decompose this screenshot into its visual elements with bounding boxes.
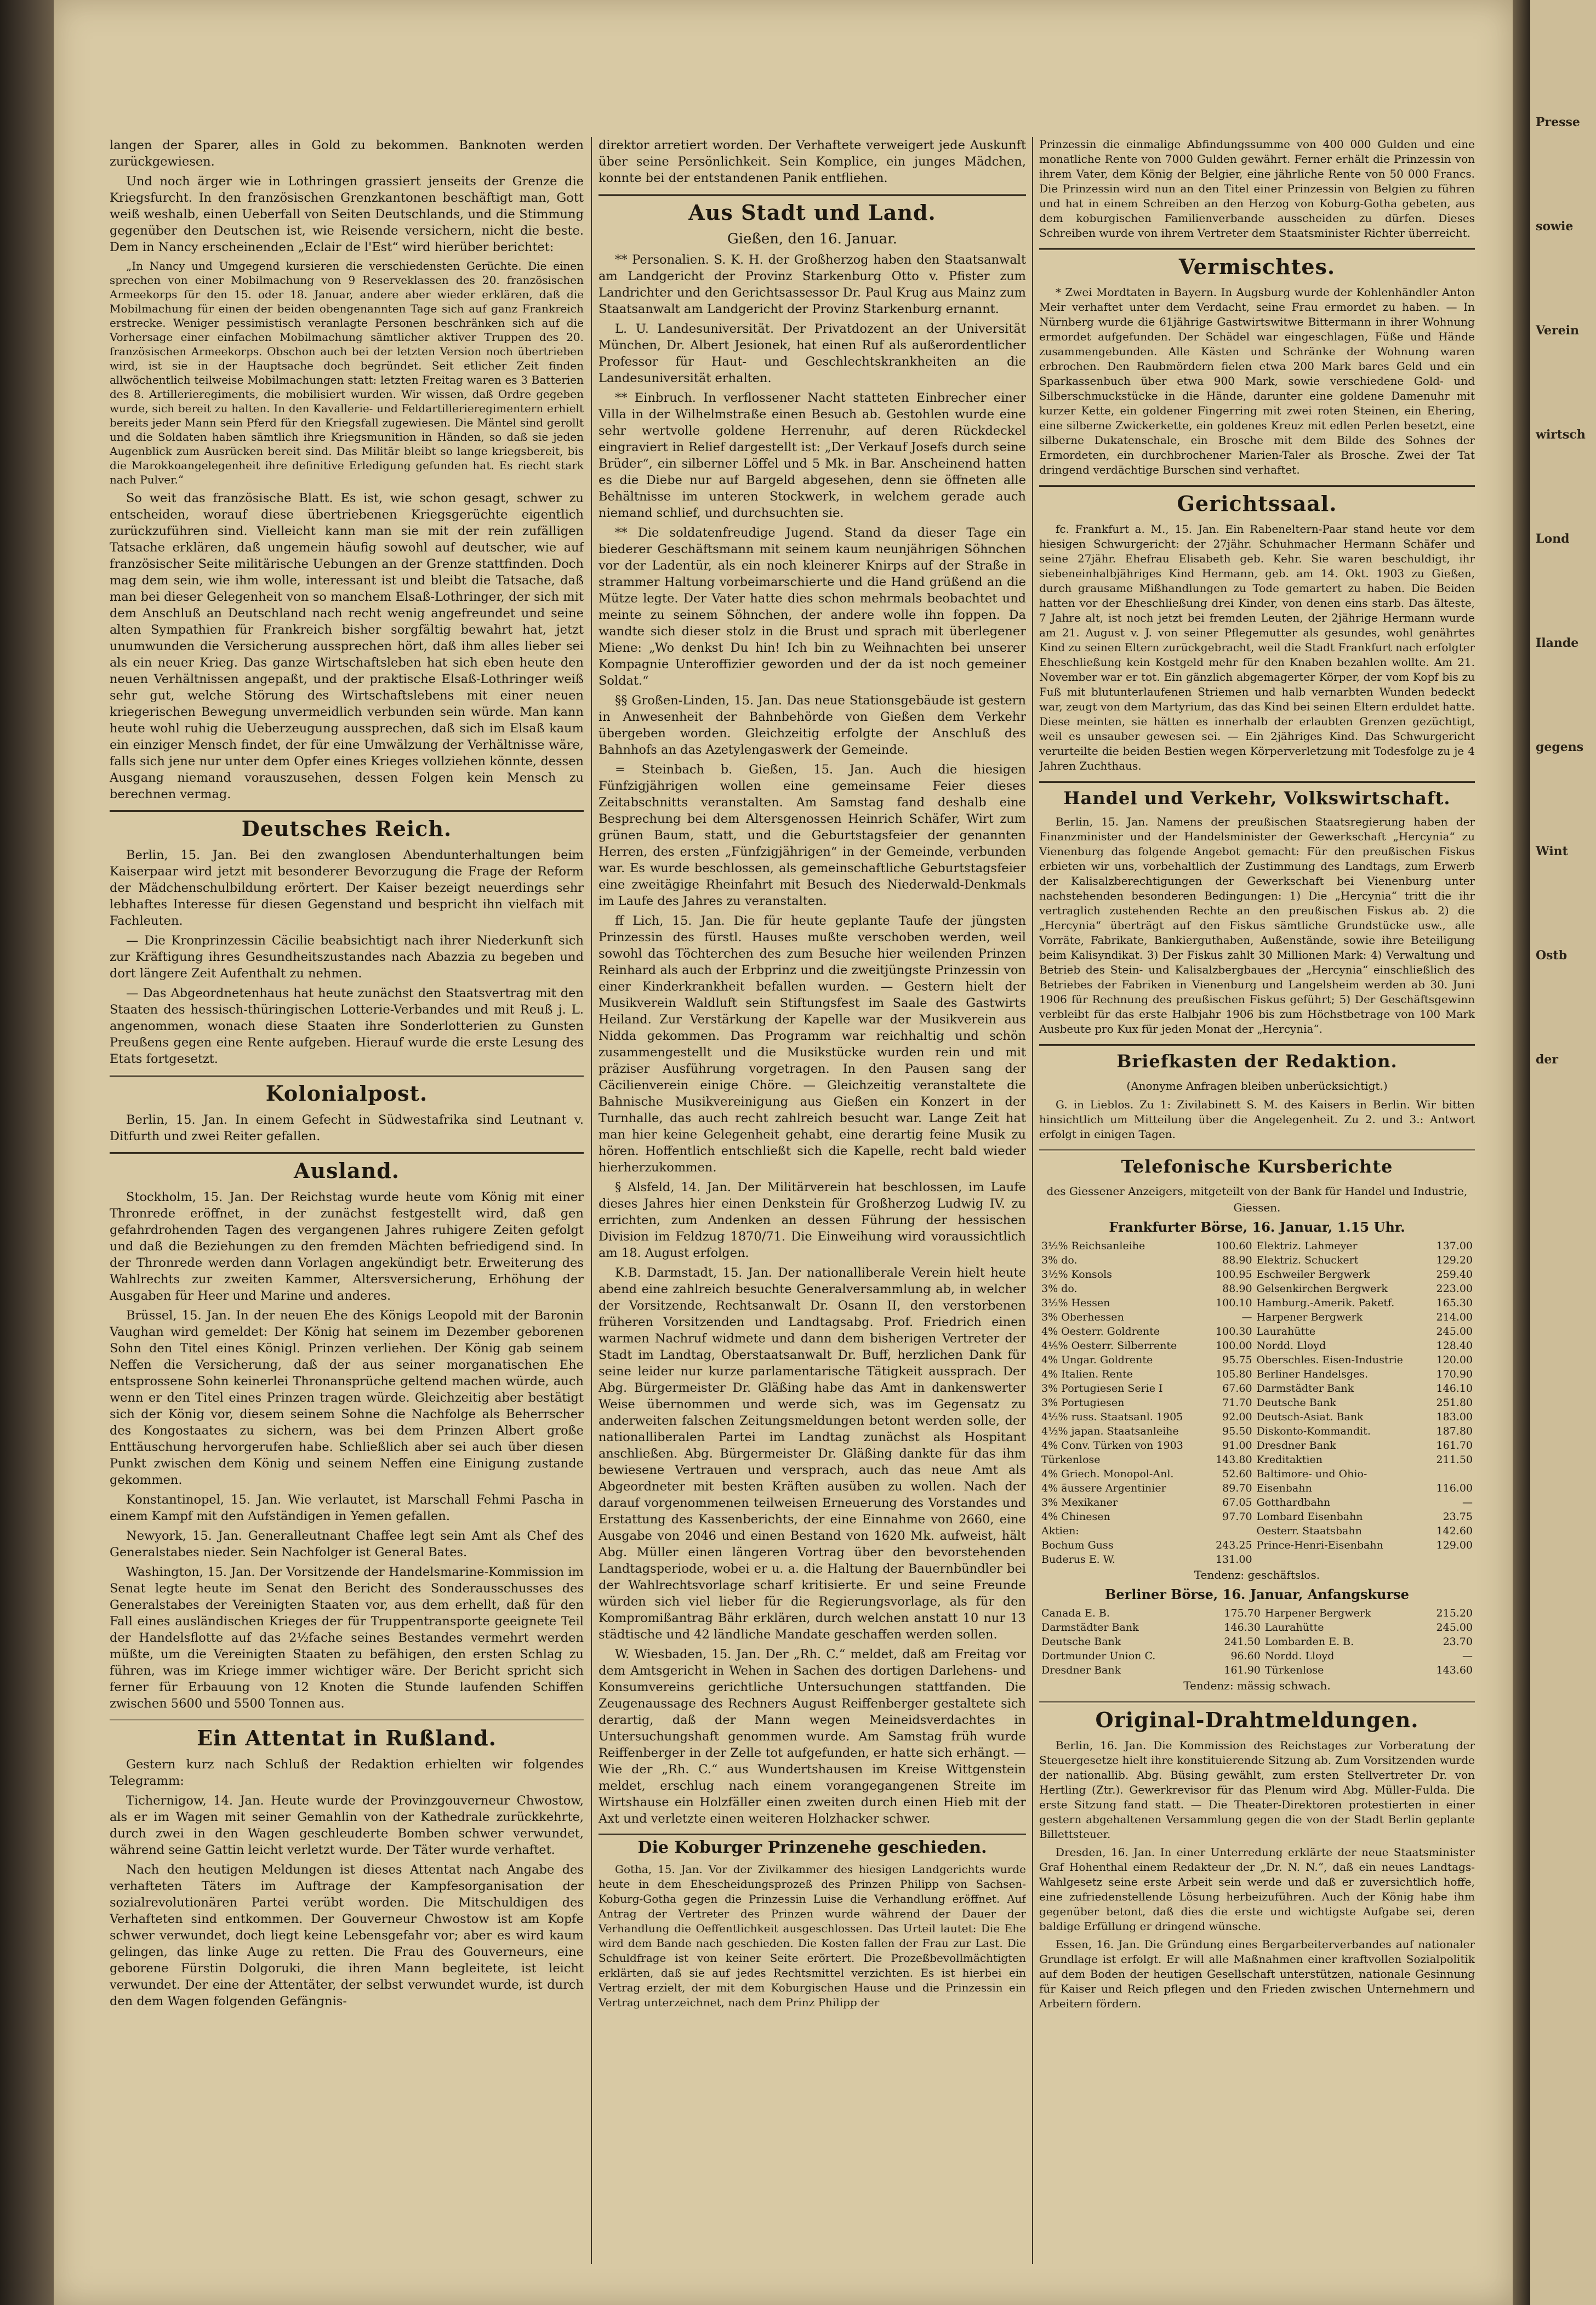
- security-name: Gelsenkirchen Bergwerk: [1256, 1283, 1388, 1295]
- quote-row: [1039, 1538, 1475, 1552]
- section-heading-ausland: Ausland.: [110, 1152, 584, 1183]
- security-price: 161.90: [1224, 1664, 1261, 1676]
- quote-row: [1039, 1495, 1475, 1510]
- security-name: Harpener Bergwerk: [1256, 1311, 1363, 1323]
- security-price: 67.05: [1222, 1496, 1252, 1509]
- article-paragraph: So weit das französische Blatt. Es ist, wie schon gesagt, schwer zu entscheiden, worauf diese übertriebenen Kriegsgerüchte eigentlich zurückzuführen sind. Vielleicht kann man sie mit der rein zufälligen Tatsache erklären, daß ungemein häufig sowohl auf deutscher, wie auf französischer Seite militärische Uebungen an der Grenze stattfinden. Doch mag dem sein, wie ihm wolle, interessant ist und bleibt die Tatsache, daß man bei dieser Gelegenheit von so manchem Elsaß-Lothringer, der sich mit dem Anschluß an Deutschland nach recht wenig angefreundet und seine alten Sympathien für Frankreich bisher sorgfältig bewahrt hat, jetzt unumwunden die Versicherung aussprechen hört, daß ihm alles lieber sei als ein neuer Krieg. Das ganze Wirtschaftsleben hat sich eben heute den neuen Verhältnissen angepaßt, und der praktische Elsaß-Lothringer weiß sehr gut, welche Störung des Wirtschaftslebens mit einer neuen kriegerischen Bewegung unvermeidlich verbunden sein würde. Man kann heute wohl ruhig die Ueberzeugung aussprechen, daß sich im Elsaß kaum ein einziger Mensch findet, der für eine Umwälzung der Verhältnisse wäre, falls sich jene nur unter dem Opfer eines Krieges vollziehen könnte, dessen Ausgang niemand vorauszusehen, dessen Folgen kein Mensch zu berechnen vermag.: [110, 491, 584, 801]
- news-item: § Alsfeld, 14. Jan. Der Militärverein hat beschlossen, im Laufe dieses Jahres hier einen Denkstein für Großherzog Ludwig IV. zu errichten, zum Andenken an dessen Führung der hessischen Division im Feldzug 1870/71. Die Einweihung wird voraussichtlich am 18. August erfolgen.: [598, 1180, 1026, 1260]
- security-name: 3½% Reichsanleihe: [1041, 1240, 1145, 1252]
- security-price: 97.70: [1222, 1511, 1252, 1523]
- news-item: Washington, 15. Jan. Der Vorsitzende der Handelsmarine-Kommission im Senat legte heute im Senat den Bericht des Sonderausschusses des Generalstabes der Vereinigten Staaten vor, aus dem erhellt, daß für den Fall eines ausländischen Krieges der für Truppentransporte geeignete Teil der Handelsflotte auf das 2½fache seines Bestandes vermehrt werden müßte, um die Vereinigten Staaten zu befähigen, den ersten Schlag zu führen, was im Kriege immer wichtiger wäre. Der Bericht spricht sich ferner für Erbauung von 12 Knoten die Stunde laufenden Schiffen zwischen 5600 und 5500 Tonnen aus.: [110, 1565, 584, 1711]
- article-paragraph: Und noch ärger wie in Lothringen grassiert jenseits der Grenze die Kriegsfurcht. In den französischen Grenzkantonen beschäftigt man, Gott weiß weshalb, einen Ueberfall von Seiten Deutschlands, und die Stimmung gegenüber den Deutschen ist, wie Reisende versichern, nicht die beste. Dem in Nancy erscheinenden „Eclair de l'Est“ wird hierüber berichtet:: [110, 174, 584, 254]
- security-price: 183.00: [1436, 1411, 1473, 1423]
- security-name: Türkenlose: [1264, 1664, 1324, 1676]
- security-name: Dortmunder Union C.: [1041, 1650, 1156, 1662]
- security-price: 175.70: [1224, 1607, 1261, 1619]
- security-name: 3% Mexikaner: [1041, 1496, 1118, 1509]
- security-price: —: [1462, 1650, 1473, 1662]
- news-item: W. Wiesbaden, 15. Jan. Der „Rh. C.“ meldet, daß am Freitag vor dem Amtsgericht in Wehen in Sachen des dortigen Darlehens- und Konsumvereins gerichtliche Untersuchungen stattfanden. Die Zeugenaussage des Rechners August Reiffenberger gestaltete sich derartig, daß der Mann wegen Meineidsverdachtes in Untersuchungshaft genommen wurde. Am Samstag früh wurde Reiffenberger in der Zelle tot aufgefunden, er hatte sich erhängt. — Wie der „Rh. C.“ aus Wundertshausen im Kreise Wittgenstein meldet, erschlug nach einem vorangegangenen Streite im Wirtshause ein Holzfäller einen zweiten durch einen Hieb mit der Axt und verletzte einen weiteren Holzhacker schwer.: [598, 1647, 1026, 1826]
- news-item: Berlin, 16. Jan. Die Kommission des Reichstages zur Vorberatung der Steuergesetze hielt ihre konstituierende Sitzung ab. Zum Vorsitzenden wurde der nationallib. Abg. Büsing gewählt, zum ersten Stellvertreter Dr. von Hertling (Ztr.). Gewerkrevisor für das Plenum wird Abg. Müller-Fulda. Die erste Sitzung fand statt. — Die Theater-Direktoren protestierten in einer gestern abgehaltenen Versammlung gegen die von der Stadt Berlin geplante Billettsteuer.: [1039, 1739, 1475, 1841]
- news-item: Nach den heutigen Meldungen ist dieses Attentat nach Angabe des verhafteten Täters im Auftrage der Kampfesorganisation der sozialrevolutionären Partei verübt worden. Die Mitschuldigen des Verhafteten sind entkommen. Der Gouverneur Chwostow ist am Kopfe schwer verwundet, doch liegt keine Lebensgefahr vor; aber es wird kaum gelingen, das linke Auge zu retten. Die Frau des Gouverneurs, eine geborene Fürstin Dolgoruki, die ihren Mann begleitete, ist leicht verwundet. Der eine der Attentäter, der selbst verwundet wurde, ist durch den dem Wagen folgenden Gefängnis-: [110, 1863, 584, 2008]
- article-paragraph: langen der Sparer, alles in Gold zu bekommen. Banknoten werden zurückgewiesen.: [110, 138, 584, 169]
- security-price: 89.70: [1222, 1482, 1252, 1494]
- security-price: 211.50: [1436, 1454, 1473, 1466]
- news-item: Gotha, 15. Jan. Vor der Zivilkammer des hiesigen Landgerichts wurde heute in dem Ehescheidungsprozeß des Prinzen Philipp von Sachsen-Koburg-Gotha gegen die Prinzessin Luise die Verhandlung eröffnet. Auf Antrag der Vertreter des Prinzen wurde während der Dauer der Verhandlung die Oeffentlichkeit ausgeschlossen. Das Urteil lautet: Die Ehe wird dem Bande nach geschieden. Die Kosten fallen der Frau zur Last. Die Schuldfrage ist von keiner Seite erörtert. Die Prozeßbevollmächtigten erklärten, daß sie auf jedes Rechtsmittel verzichten. Es ist hierbei ein Vertrag erzielt, der mit dem Koburgischen Hause und die Prinzessin ein Vertrag unterzeichnet, nach dem Prinz Philipp der: [598, 1863, 1026, 2009]
- news-item: G. in Lieblos. Zu 1: Zivilabinett S. M. des Kaisers in Berlin. Wir bitten hinsichtlich um Mitteilung über die Angelegenheit. Zu 2. und 3.: Antwort erfolgt in einigen Tagen.: [1039, 1098, 1475, 1141]
- security-price: 259.40: [1436, 1268, 1473, 1280]
- security-price: 170.90: [1436, 1368, 1473, 1380]
- security-name: Darmstädter Bank: [1256, 1382, 1354, 1395]
- next-page-fragment: Ilande: [1536, 636, 1579, 650]
- security-price: [1207, 1524, 1255, 1538]
- security-name: Canada E. B.: [1041, 1607, 1110, 1619]
- security-price: 245.00: [1436, 1325, 1473, 1338]
- news-item: Konstantinopel, 15. Jan. Wie verlautet, ist Marschall Fehmi Pascha in einem Kampf mit den Aufständigen in Yemen gefallen.: [110, 1493, 584, 1523]
- security-price: 223.00: [1436, 1283, 1473, 1295]
- next-page-fragment: Lond: [1536, 532, 1570, 546]
- section-heading-koburg: Die Koburger Prinzenehe geschieden.: [598, 1834, 1026, 1858]
- security-name: Gotthardbahn: [1256, 1496, 1331, 1509]
- security-name: Hamburg.-Amerik. Paketf.: [1256, 1297, 1395, 1309]
- security-name: 3½% Hessen: [1041, 1297, 1110, 1309]
- quote-row: [1039, 1410, 1475, 1424]
- security-name: Türkenlose: [1041, 1454, 1101, 1466]
- security-name: Eschweiler Bergwerk: [1256, 1268, 1370, 1280]
- security-name: 4% Ungar. Goldrente: [1041, 1354, 1153, 1366]
- security-name: 3% do.: [1041, 1254, 1078, 1266]
- security-price: 67.60: [1222, 1382, 1252, 1395]
- column-rule: [1032, 137, 1033, 2264]
- security-price: 52.60: [1222, 1468, 1252, 1480]
- next-page-fragment: wirtsch: [1536, 428, 1586, 442]
- news-item: — Die Kronprinzessin Cäcilie beabsichtigt nach ihrer Niederkunft sich zur Kräftigung ihres Gesundheitszustandes nach Abazzia zu begeben und dort längere Zeit Aufenthalt zu nehmen.: [110, 934, 584, 981]
- news-item: Stockholm, 15. Jan. Der Reichstag wurde heute vom König mit einer Thronrede eröffnet, in der zunächst festgestellt wird, daß gen gefahrdrohenden Tagen des vergangenen Jahres ruhigere Zeiten gefolgt und daß die Beziehungen zu den fremden Mächten befriedigend sind. In der Thronrede werden dann Vorlagen angekündigt betr. Erweiterung des Wahlrechts zur zweiten Kammer, Altersversicherung, Erhöhung der Ausgaben für Heer und Marine und anderes.: [110, 1190, 584, 1303]
- security-price: 131.00: [1216, 1553, 1252, 1566]
- quote-row: [1039, 1396, 1475, 1410]
- security-price: [1428, 1467, 1475, 1481]
- next-page-fragment: der: [1536, 1052, 1558, 1067]
- news-item: Berlin, 15. Jan. In einem Gefecht in Südwestafrika sind Leutnant v. Ditfurth und zwei Reiter gefallen.: [110, 1113, 584, 1143]
- security-name: 3½% Konsols: [1041, 1268, 1112, 1280]
- section-heading-kursberichte: Telefonische Kursberichte: [1039, 1149, 1475, 1177]
- quote-row: [1039, 1524, 1475, 1538]
- security-price: 105.80: [1216, 1368, 1252, 1380]
- security-name: 4% Conv. Türken von 1903: [1041, 1439, 1183, 1452]
- security-name: Lombarden E. B.: [1264, 1636, 1354, 1648]
- security-price: —: [1462, 1496, 1473, 1509]
- quote-row: [1039, 1353, 1475, 1367]
- security-price: 23.70: [1443, 1636, 1473, 1648]
- dateline: Gießen, den 16. Januar.: [727, 231, 897, 247]
- quote-row: [1039, 1649, 1475, 1663]
- section-heading-vermischtes: Vermischtes.: [1039, 248, 1475, 280]
- security-price: 100.00: [1216, 1340, 1252, 1352]
- quote-row: [1039, 1381, 1475, 1396]
- security-price: 100.10: [1216, 1297, 1252, 1309]
- security-price: 92.00: [1222, 1411, 1252, 1423]
- security-name: 3% do.: [1041, 1283, 1078, 1295]
- next-page-fragment: Presse: [1536, 115, 1580, 129]
- berlin-tendenz: Tendenz: mässig schwach.: [1183, 1679, 1331, 1692]
- security-price: 243.25: [1216, 1539, 1252, 1551]
- berlin-heading: Berliner Börse, 16. Januar, Anfangskurse: [1105, 1586, 1409, 1602]
- security-price: 146.10: [1436, 1382, 1473, 1395]
- next-page-fragment: Wint: [1536, 844, 1568, 858]
- security-name: Diskonto-Kommandit.: [1256, 1425, 1371, 1437]
- security-name: Lombard Eisenbahn: [1256, 1511, 1363, 1523]
- security-name: 4% äussere Argentinier: [1041, 1482, 1166, 1494]
- security-name: 4% Italien. Rente: [1041, 1368, 1133, 1380]
- quote-row: [1039, 1635, 1475, 1649]
- security-name: Deutsche Bank: [1256, 1397, 1336, 1409]
- security-name: 3% Portugiesen Serie I: [1041, 1382, 1163, 1395]
- next-page-edge: [1530, 0, 1596, 2305]
- security-price: 143.80: [1216, 1454, 1252, 1466]
- security-name: 4½% japan. Staatsanleihe: [1041, 1425, 1179, 1437]
- news-item: Tichernigow, 14. Jan. Heute wurde der Provinzgouverneur Chwostow, als er im Wagen mit seiner Gemahlin von der Kathedrale zurückkehrte, durch zwei in den Wagen geschleuderte Bomben schwer verwundet, während seine Gattin leicht verletzt wurde. Der Täter wurde verhaftet.: [110, 1794, 584, 1857]
- security-name: Nordd. Lloyd: [1264, 1650, 1335, 1662]
- quote-row: [1039, 1296, 1475, 1310]
- security-price: 129.00: [1436, 1539, 1473, 1551]
- security-price: 95.50: [1222, 1425, 1252, 1437]
- security-price: 146.30: [1224, 1621, 1261, 1634]
- news-item: Berlin, 15. Jan. Namens der preußischen Staatsregierung haben der Finanzminister und der Handelsminister der Gewerkschaft „Hercynia“ zu Vienenburg das folgende Angebot gemacht: Für den preußischen Fiskus erbieten wir uns, vorbehaltlich der Zustimmung des Landtags, zum Erwerb der Kalisalzberechtigungen der Gewerkschaft bei Vienenburg unter nachstehenden besonderen Bedingungen: 1) Die „Hercynia“ tritt die ihr vertraglich zustehenden Rechte an den preußischen Fiskus ab. 2) die „Hercynia“ überträgt auf den Fiskus sämtliche Grundstücke usw., alle Vorräte, Fabrikate, Bankierguthaben, Außenstände, sowie ihre Beteiligung beim Kalisyndikat. 3) Der Fiskus zahlt 30 Millionen Mark: 4) Verwaltung und Betrieb des Stein- und Kalisalzbergbaues der „Hercynia“ einschließlich des Betriebes der Fabriken in Vienenburg und Langelsheim werden ab 30. Juni 1906 für Rechnung des preußischen Fiskus geführt; 5) Der Geschäftsgewinn verbleibt für das erste Halbjahr 1906 bis zum Höchstbetrage von 100 Mark Ausbeute pro Kux für jeden Monat der „Hercynia“.: [1039, 815, 1475, 1035]
- security-price: [1428, 1552, 1475, 1567]
- frankfurt-quotes-table: [1039, 1239, 1475, 1567]
- quote-row: [1039, 1310, 1475, 1324]
- quote-row: [1039, 1339, 1475, 1353]
- news-item: ** Einbruch. In verflossener Nacht statteten Einbrecher einer Villa in der Wilhelmstraße einen Besuch ab. Gestohlen wurde eine sehr wertvolle goldene Herrenuhr, auf deren Rückdeckel eingraviert in Relief dargestellt ist: „Der Verkauf Josefs durch seine Brüder“, ein silberner Löffel und 5 Mk. in Bar. Anscheinend hatten es die Diebe nur auf Bargeld abgesehen, denn sie öffneten alle Behältnisse im unteren Stockwerk, in welchem gerade auch niemand schlief, und durchsuchten sie.: [598, 391, 1026, 520]
- security-price: 100.95: [1216, 1268, 1252, 1280]
- news-item: K.B. Darmstadt, 15. Jan. Der nationalliberale Verein hielt heute abend eine zahlreich besuchte Generalversammlung ab, in welcher der Vorsitzende, Rechtsanwalt Dr. Osann II, den verstorbenen früheren Vorsitzenden und Landtagsabg. Prof. Friedrich einen warmen Nachruf widmete und dann dem bisherigen Vertreter der Stadt im Landtag, Oberstaatsanwalt Dr. Buff, herzlichen Dank für seine leider nur kurze parlamentarische Tätigkeit aussprach. Der Abg. Bürgermeister Dr. Gläßing habe das Amt in dankenswerter Weise übernommen und werde sich, was im Gegensatz zu anderweiten falschen Zeitungsmeldungen betont werden solle, der nationalliberalen Partei im Landtag zunächst als Hospitant anschließen. Abg. Bürgermeister Dr. Gläßing dankte für das ihm bewiesene Vertrauen und versprach, auch das neue Amt als Abgeordneter mit besten Kräften ausüben zu wollen. Nach der darauf vorgenommenen teilweisen Erneuerung des Vorstandes und Erstattung des Kassenberichts, der eine Einnahme von 2660, eine Ausgabe von 2046 und einen Bestand von 1620 Mk. aufweist, hält Abg. Müller einen längeren Vortrag über den bevorstehenden Landtagsperiode, wobei er u. a. die Haltung der Bauernbündler bei der Wahlrechtsvorlage scharf kritisierte. Er und seine Freunde würden sich viel lieber für die Regierungsvorlage, als für den Kompromißantrag Bähr erklären, durch welchen anstatt 10 nur 13 städtische und 42 ländliche Mandate geschaffen werden sollen.: [598, 1266, 1026, 1642]
- column-3: [1039, 137, 1475, 2264]
- security-price: 71.70: [1222, 1397, 1252, 1409]
- news-item: Newyork, 15. Jan. Generalleutnant Chaffee legt sein Amt als Chef des Generalstabes nieder. Sein Nachfolger ist General Bates.: [110, 1529, 584, 1560]
- security-name: Oberschles. Eisen-Industrie: [1256, 1354, 1403, 1366]
- security-price: 161.70: [1436, 1439, 1473, 1452]
- quote-row: [1039, 1510, 1475, 1524]
- security-name: Baltimore- und Ohio-: [1256, 1468, 1367, 1480]
- quote-row: [1039, 1481, 1475, 1495]
- column-rule: [591, 137, 592, 2264]
- next-page-fragment: sowie: [1536, 219, 1574, 234]
- security-price: 88.90: [1222, 1283, 1252, 1295]
- section-heading-attentat: Ein Attentat in Rußland.: [110, 1720, 584, 1751]
- news-item: = Steinbach b. Gießen, 15. Jan. Auch die hiesigen Fünfzigjährigen wollen eine gemeinsame Feier dieses Zeitabschnitts veranstalten. Am Samstag fand deshalb eine Besprechung bei dem Altersgenossen Heinrich Schäfer, Wirt zum grünen Baum, statt, und die Geburtstagsfeier der genannten Herren, des ersten „Fünfzigjährigen“ in der Gemeinde, verbunden war. Es wurde beschlossen, als gemeinschaftliche Geburtstagsfeier eine zweitägige Rheinfahrt mit Besuch des Niederwald-Denkmals im Laufe des Jahres zu veranstalten.: [598, 762, 1026, 908]
- security-name: 4% Griech. Monopol-Anl.: [1041, 1468, 1174, 1480]
- next-page-fragment: Ostb: [1536, 948, 1568, 963]
- security-name: 4% Chinesen: [1041, 1511, 1110, 1523]
- security-name: Nordd. Lloyd: [1256, 1340, 1326, 1352]
- news-item: ff Lich, 15. Jan. Die für heute geplante Taufe der jüngsten Prinzessin des fürstl. Hauses mußte verschoben werden, weil sowohl das Töchterchen des zum Besuche hier weilenden Prinzen Reinhard als auch der Erbprinz und die zweitjüngste Prinzessin von einer Kinderkrankheit befallen wurden. — Gestern hielt der Musikverein Waldluft sein Stiftungsfest im Saale des Gastwirts Heiland. Zur Verstärkung der Kapelle war der Musikverein aus Nidda gekommen. Das Programm war reichhaltig und schön zusammengestellt und die Musikstücke wurden rein und mit präziser Ausführung vorgetragen. In den Pausen sang der Cäcilienverein einige Chöre. — Gleichzeitig veranstaltete die Bahnische Musikvereinigung aus Gießen ein Konzert in der Turnhalle, das auch recht zahlreich besucht war. Lange Zeit hat man hier keine Gelegenheit gehabt, eine derartig feine Musik zu hören. Hoffentlich entschließt sich die Kapelle, recht bald wieder hierherzukommen.: [598, 914, 1026, 1175]
- frankfurt-tendenz: Tendenz: geschäftslos.: [1194, 1568, 1320, 1581]
- security-price: 187.80: [1436, 1425, 1473, 1437]
- section-heading-briefkasten: Briefkasten der Redaktion.: [1039, 1044, 1475, 1072]
- security-price: 91.00: [1222, 1439, 1252, 1452]
- quote-row: [1039, 1367, 1475, 1381]
- news-item: Berlin, 15. Jan. Bei den zwanglosen Abendunterhaltungen beim Kaiserpaar wird jetzt mit besonderer Bevorzugung die Frage der Reform der Mädchenschulbildung erörtert. Der Kaiser bezeigt neuerdings sehr lebhaftes Interesse für diesen Gegenstand und bespricht ihn vielfach mit Fachleuten.: [110, 848, 584, 928]
- security-price: 251.80: [1436, 1397, 1473, 1409]
- security-price: 215.20: [1436, 1607, 1473, 1619]
- news-item: — Das Abgeordnetenhaus hat heute zunächst den Staatsvertrag mit den Staaten des hessisch-thüringischen Lotterie-Verbandes und mit Reuß j. L. angenommen, wonach diese Staaten ihre Sonderlotterien zu Gunsten Preußens gegen eine Rente aufgeben. Hierauf wurde die erste Lesung des Etats fortgesetzt.: [110, 986, 584, 1066]
- news-item: Brüssel, 15. Jan. In der neuen Ehe des Königs Leopold mit der Baronin Vaughan wird gemeldet: Der König hat seinem im Dezember geborenen Sohn den Titel eines Königl. Prinzen verliehen. Der König gab seinem Neffen die Versicherung, daß der aus seiner morganatischen Ehe entsprossene Sohn keinerlei Thronansprüche geltend machen würde, auch wenn er den Titel eines Prinzen tragen würde. Gleichzeitig aber bestätigt sich der König vor, diesem seinem Sohne die Nachfolge als Beherrscher des Kongostaates zu sichern, was bei dem Prinzen Albert große Enttäuschung hervorgerufen habe. Schließlich aber sei auch über diesen Punkt zwischen dem König und seinem Neffen eine Einigung zustande gekommen.: [110, 1308, 584, 1487]
- column-2: [598, 137, 1026, 2264]
- security-name: Deutsche Bank: [1041, 1636, 1121, 1648]
- next-page-fragment: gegens: [1536, 740, 1584, 754]
- security-name: Laurahütte: [1256, 1325, 1316, 1338]
- security-name: 3% Portugiesen: [1041, 1397, 1125, 1409]
- security-name: Aktien:: [1041, 1525, 1079, 1537]
- security-name: Oesterr. Staatsbahn: [1256, 1525, 1362, 1537]
- security-price: 129.20: [1436, 1254, 1473, 1266]
- news-item: Dresden, 16. Jan. In einer Unterredung erklärte der neue Staatsminister Graf Hohenthal einem Redakteur der „Dr. N. N.“, daß ein neues Landtags-Wahlgesetz seine erste Arbeit sein werde und daß er zuversichtlich hoffe, eine zufriedenstellende Lösung herbeizuführen. Auch der König habe ihm gegenüber betont, daß dies die erste und wichtigste Aufgabe sei, deren baldige Erfüllung er dringend wünsche.: [1039, 1846, 1475, 1933]
- news-item: fc. Frankfurt a. M., 15. Jan. Ein Rabeneltern-Paar stand heute vor dem hiesigen Schwurgericht: der 27jähr. Schuhmacher Hermann Schäfer und seine 27jähr. Ehefrau Elisabeth geb. Kehr. Sie waren beschuldigt, ihr siebeneinhalbjähriges Kind Hermann, geb. am 14. Okt. 1903 zu Gießen, durch grausame Mißhandlungen zu Tode gemartert zu haben. Die Beiden hatten vor der Eheschließung drei Kinder, von denen eins starb. Das älteste, 7 Jahre alt, ist noch jetzt bei fremden Leuten, der 2jährige Hermann wurde am 21. August v. J. von seiner Pflegemutter als gesundes, wohl genährtes Kind zu seinen Eltern zurückgebracht, weil die Stadt Frankfurt nach erfolgter Eheschließung kein Kostgeld mehr für den Knaben bezahlen wollte. Am 21. November war er tot. Ein gänzlich abgemagerter Körper, der vom Kopf bis zu Fuß mit blutunterlaufenen Striemen und halb vernarbten Wunden bedeckt war, zeugt von dem Martyrium, das das Kind bei seinen Eltern erduldet hatte. Diese meinten, sie hätten es innerhalb der erlaubten Grenzen gezüchtigt, weil es unsauber gewesen sei. — Ein 2jähriges Kind. Das Schwurgericht verurteilte die beiden Bestien wegen Körperverletzung mit Todesfolge zu je 4 Jahren Zuchthaus.: [1039, 522, 1475, 772]
- security-name: Prince-Henri-Eisenbahn: [1256, 1539, 1383, 1551]
- news-item: ** Die soldatenfreudige Jugend. Stand da dieser Tage ein biederer Geschäftsmann mit seinem kaum neunjährigen Söhnchen vor der Ladentür, als ein noch kleinerer Knirps auf der Straße in strammer Haltung vorbeimarschierte und die Hand grüßend an die Mütze legte. Der Vater hatte dies schon mehrmals beobachtet und meinte zu seinem Söhnchen, der andere wolle ihn foppen. Da wandte sich dieser stolz in die Brust und sprach mit überlegener Miene: „Wo denkst Du hin! Ich bin zu Weihnachten bei unserer Kompagnie Unteroffizier geworden und der da ist noch gemeiner Soldat.“: [598, 526, 1026, 688]
- quote-row: [1039, 1424, 1475, 1438]
- security-price: 128.40: [1436, 1340, 1473, 1352]
- security-price: 116.00: [1436, 1482, 1473, 1494]
- news-item: ** Personalien. S. K. H. der Großherzog haben den Staatsanwalt am Landgericht der Provinz Starkenburg Otto v. Pfister zum Landrichter und den Gerichtsassessor Dr. Paul Krug aus Mainz zum Staatsanwalt am Landgericht der Provinz Starkenburg ernannt.: [598, 253, 1026, 316]
- section-heading-stadt: Aus Stadt und Land.: [598, 194, 1026, 225]
- quote-row: [1039, 1620, 1475, 1635]
- page-gutter: [1513, 0, 1530, 2305]
- article-paragraph: Prinzessin die einmalige Abfindungssumme von 400 000 Gulden und eine monatliche Rente von 7000 Gulden gewährt. Ferner erhält die Prinzessin von ihrem Vater, dem König der Belgier, eine jährliche Rente von 50 000 Francs. Die Prinzessin wird nun an den Titel einer Prinzessin von Belgien zu führen und hat in einem Schreiben an den Herzog von Koburg-Gotha gebeten, aus dem koburgischen Familienverbande ausscheiden zu dürfen. Dieses Schreiben wurde von ihrem Vertreter dem Staatsminister Richter überreicht.: [1039, 138, 1475, 240]
- section-heading-gerichtssaal: Gerichtssaal.: [1039, 485, 1475, 516]
- security-price: 143.60: [1436, 1664, 1473, 1676]
- security-price: 120.00: [1436, 1354, 1473, 1366]
- quote-row: [1039, 1552, 1475, 1567]
- security-price: 245.00: [1436, 1621, 1473, 1634]
- security-name: Berliner Handelsges.: [1256, 1368, 1369, 1380]
- security-price: —: [1241, 1311, 1252, 1323]
- security-price: 100.30: [1216, 1325, 1252, 1338]
- security-name: Elektriz. Schuckert: [1256, 1254, 1359, 1266]
- book-binding: [0, 0, 54, 2305]
- security-name: Deutsch-Asiat. Bank: [1256, 1411, 1364, 1423]
- quote-row: [1039, 1663, 1475, 1677]
- security-price: 214.00: [1436, 1311, 1473, 1323]
- column-1: [110, 137, 584, 2264]
- security-name: 3% Oberhessen: [1041, 1311, 1124, 1323]
- news-item: §§ Großen-Linden, 15. Jan. Das neue Stationsgebäude ist gestern in Anwesenheit der Bahnbehörde von Gießen dem Verkehr übergeben worden. Gleichzeitig erfolgte der Anschluß des Bahnhofs an das Azetylengaswerk der Gemeinde.: [598, 693, 1026, 757]
- news-item: Essen, 16. Jan. Die Gründung eines Bergarbeiterverbandes auf nationaler Grundlage ist erfolgt. Er will alle Maßnahmen einer kraftvollen Sozialpolitik auf dem Boden der heutigen Gesellschaft unterstützen, nationale Gesinnung für Kaiser und Reich pflegen und den Frieden zwischen Unternehmern und Arbeitern fördern.: [1039, 1938, 1475, 2010]
- news-item: * Zwei Mordtaten in Bayern. In Augsburg wurde der Kohlenhändler Anton Meir verhaftet unter dem Verdacht, seine Frau ermordet zu haben. — In Nürnberg wurde die 61jährige Gastwirtswitwe Bittermann in ihrer Wohnung ermordet aufgefunden. Der Schädel war eingeschlagen, Füße und Hände zusammengebunden. Alle Kästen und Schränke der Wohnung waren erbrochen. Den Raubmördern fielen etwa 200 Mark bares Geld und ein Sparkassenbuch über etwa 900 Mark, sowie verschiedene Gold- und Silberschmuckstücke in die Hände, darunter eine goldene Damenuhr mit kurzer Kette, ein goldener Fingerring mit zwei roten Steinen, ein Ehering, eine silberne Zwickerkette, ein goldenes Kreuz mit edlen Perlen besetzt, eine silberne Dukatenschale, ein Brosche mit dem Bilde des Sohnes der Ermordeten, ein durchbrochener Marien-Taler als Brosche. Zwei der Tat dringend verdächtige Burschen sind verhaftet.: [1039, 286, 1475, 476]
- security-name: Harpener Bergwerk: [1264, 1607, 1371, 1619]
- security-price: 23.75: [1443, 1511, 1473, 1523]
- security-name: Dresdner Bank: [1041, 1664, 1121, 1676]
- section-heading-kolonial: Kolonialpost.: [110, 1075, 584, 1106]
- quote-row: [1039, 1282, 1475, 1296]
- next-page-fragment: Verein: [1536, 323, 1579, 338]
- security-name: Buderus E. W.: [1041, 1553, 1115, 1566]
- section-heading-handel: Handel und Verkehr, Volkswirtschaft.: [1039, 781, 1475, 809]
- security-name: Eisenbahn: [1256, 1482, 1312, 1494]
- quote-row: [1039, 1324, 1475, 1339]
- section-heading-drahtmeldungen: Original-Drahtmeldungen.: [1039, 1701, 1475, 1733]
- security-name: 4% Oesterr. Goldrente: [1041, 1325, 1160, 1338]
- news-item: L. U. Landesuniversität. Der Privatdozent an der Universität München, Dr. Albert Jesionek, hat einen Ruf als außerordentlicher Professor für Haut- und Geschlechtskrankheiten an die Landesuniversität erhalten.: [598, 322, 1026, 385]
- security-name: Dresdner Bank: [1256, 1439, 1336, 1452]
- quote-row: [1039, 1606, 1475, 1620]
- kursberichte-subtitle: des Giessener Anzeigers, mitgeteilt von der Bank für Handel und Industrie, Giessen.: [1046, 1185, 1468, 1214]
- quote-row: [1039, 1438, 1475, 1453]
- quote-row: [1039, 1267, 1475, 1282]
- security-name: Darmstädter Bank: [1041, 1621, 1139, 1634]
- security-name: 4⅕% Oesterr. Silberrente: [1041, 1340, 1177, 1352]
- security-price: 96.60: [1230, 1650, 1261, 1662]
- security-price: 88.90: [1222, 1254, 1252, 1266]
- berlin-quotes-table: [1039, 1606, 1475, 1677]
- security-name: Bochum Guss: [1041, 1539, 1114, 1551]
- quote-paragraph: „In Nancy und Umgegend kursieren die verschiedensten Gerüchte. Die einen sprechen von einer Mobilmachung von 9 Reserveklassen des 20. französischen Armeekorps für den 15. oder 18. Januar, andere aber wieder erklären, daß die Mobilmachung für einen der beiden obengenannten Tage sich auf ganz Frankreich erstrecke. Weniger pessimistisch veranlagte Personen beschränken sich auf die Vorhersage einer einfachen Mobilmachung sämtlicher aktiver Truppen des 20. französischen Armeekorps. Obschon auch bei der letzten Version noch übertrieben wird, ist sie in der Hauptsache doch begründet. Seit etlicher Zeit finden allwöchentlich teilweise Mobilmachungen statt: letzten Freitag waren es 3 Batterien des 8. Artillerieregiments, die mobilisiert wurden. Wir wissen, daß Ordre gegeben wurde, sich bereit zu halten. In den Kavallerie- und Feldartillerieregimentern erhielt bereits jeder Mann sein Pferd für den Kriegsfall zugewiesen. Die Mäntel sind gerollt und die Soldaten haben sämtlich ihre Kriegsmunition in Händen, so daß sie jeden Augenblick zum Ausrücken bereit sind. Das Militär bleibt so lange kriegsbereit, bis die Marokkoangelegenheit ihre definitive Erledigung gefunden hat. Es riecht stark nach Pulver.“: [110, 259, 584, 486]
- security-price: 165.30: [1436, 1297, 1473, 1309]
- quote-row: [1039, 1467, 1475, 1481]
- security-price: 142.60: [1436, 1525, 1473, 1537]
- article-paragraph: direktor arretiert worden. Der Verhaftete verweigert jede Auskunft über seine Persönlichkeit. Sein Komplice, ein junges Mädchen, konnte bei der entstandenen Panik entfliehen.: [598, 138, 1026, 185]
- security-name: Laurahütte: [1264, 1621, 1324, 1634]
- news-item: Gestern kurz nach Schluß der Redaktion erhielten wir folgendes Telegramm:: [110, 1757, 584, 1788]
- security-name: Kreditaktien: [1256, 1454, 1323, 1466]
- security-price: 137.00: [1436, 1240, 1473, 1252]
- security-price: 95.75: [1222, 1354, 1252, 1366]
- security-name: 4½% russ. Staatsanl. 1905: [1041, 1411, 1183, 1423]
- section-heading-reich: Deutsches Reich.: [110, 810, 584, 841]
- briefkasten-note: (Anonyme Anfragen bleiben unberücksichtigt.): [1126, 1079, 1388, 1092]
- security-price: 241.50: [1224, 1636, 1261, 1648]
- quote-row: [1039, 1453, 1475, 1467]
- quote-row: [1039, 1239, 1475, 1253]
- frankfurt-heading: Frankfurter Börse, 16. Januar, 1.15 Uhr.: [1109, 1219, 1405, 1235]
- quote-row: [1039, 1253, 1475, 1267]
- security-name: [1255, 1552, 1428, 1567]
- security-name: Elektriz. Lahmeyer: [1256, 1240, 1358, 1252]
- security-price: 100.60: [1216, 1240, 1252, 1252]
